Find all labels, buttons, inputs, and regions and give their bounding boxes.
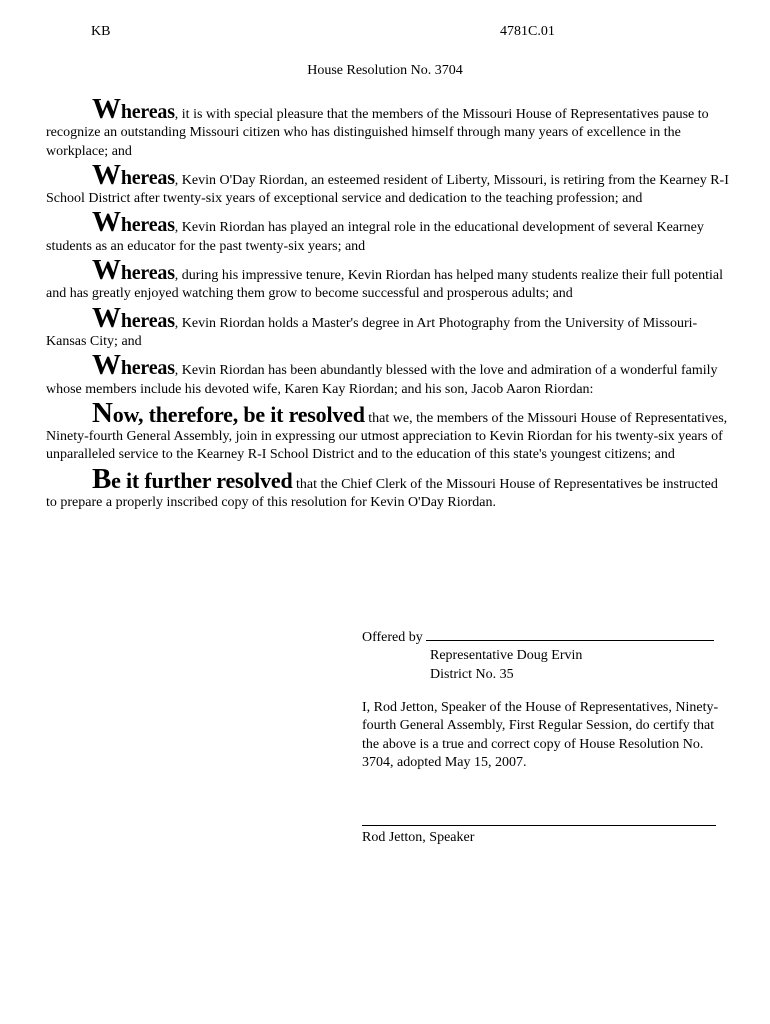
lead-word: hereas — [120, 166, 175, 189]
lead-word: hereas — [120, 101, 175, 123]
representative-name: Representative Doug Ervin — [430, 648, 583, 664]
district-number: District No. 35 — [430, 666, 514, 682]
paragraph-text: , Kevin O'Day Riordan, an esteemed resident of Liberty, Missouri, is retiring from the Kearney R-I School District after twenty-six years of exceptional service and dedication to the teaching profession; and — [46, 172, 729, 207]
paragraph-text: , Kevin Riordan holds a Master's degree in Art Photography from the University of Missouri-Kansas City; and — [46, 315, 698, 349]
lead-cap: N — [92, 396, 113, 429]
lead-cap: W — [92, 158, 121, 191]
paragraph-text: , Kevin Riordan has played an integral role in the educational development of several Kearney students as an educator for the past twenty-six years; and — [46, 220, 704, 254]
speaker-name: Rod Jetton, Speaker — [362, 830, 475, 845]
lead-cap: W — [92, 93, 121, 125]
paragraph-text: , Kevin Riordan has been abundantly blessed with the love and admiration of a wonderful family whose members include his devoted wife, Karen Kay Riordan; and his son, Jacob Aaron Riordan: — [46, 363, 718, 397]
header-doc-number: 4781C.01 — [500, 24, 555, 39]
whereas-paragraph-2 — [46, 158, 732, 209]
speaker-signature-line — [362, 824, 716, 826]
lead-cap: W — [92, 349, 121, 382]
lead-cap: W — [92, 206, 121, 239]
paragraph-text: , during his impressive tenure, Kevin Riordan has helped many students realize their full potential and has greatly enjoyed watching them grow to become successful and prosperous adults; and — [46, 268, 723, 302]
lead-cap: B — [92, 462, 112, 495]
page-title: House Resolution No. 3704 — [307, 63, 463, 78]
header-initials: KB — [91, 24, 111, 39]
lead-word: hereas — [120, 309, 175, 332]
speaker-block — [362, 824, 732, 847]
lead-cap: W — [92, 301, 121, 334]
offered-by-label: Offered by — [362, 630, 423, 645]
lead-word: e it further resolved — [111, 467, 293, 493]
whereas-paragraph-1 — [46, 93, 732, 161]
certification-text: I, Rod Jetton, Speaker of the House of Representatives, Ninety-fourth General Assembly, First Regular Session, do certify that the above is a true and correct copy of House Resolution No. 3704, adopted May 15, 2007. — [362, 700, 719, 770]
whereas-paragraph-3 — [46, 206, 732, 256]
lead-word: ow, therefore, be it resolved — [112, 401, 365, 427]
whereas-paragraph-5 — [46, 301, 732, 352]
lead-cap: W — [92, 254, 121, 287]
offered-by-block — [362, 626, 732, 684]
whereas-paragraph-6 — [46, 349, 732, 399]
further-resolved-paragraph — [46, 462, 732, 513]
resolved-paragraph — [46, 396, 732, 465]
paragraph-text: that we, the members of the Missouri House of Representatives, Ninety-fourth General Assembly, join in expressing our utmost appreciation to Kevin Riordan for his twenty-six years of unparalleled service to the Kearney R-I School District and to the education of this state's youngest citizens; and — [46, 410, 728, 463]
whereas-paragraph-4 — [46, 254, 732, 304]
paragraph-text: , it is with special pleasure that the members of the Missouri House of Representatives pause to recognize an outstanding Missouri citizen who has distinguished himself through many years of excellence in the workplace; and — [46, 107, 709, 159]
lead-word: hereas — [120, 262, 175, 285]
offered-by-signature-line — [426, 626, 714, 641]
resolution-body — [46, 93, 732, 512]
lead-word: hereas — [120, 214, 175, 237]
paragraph-text: that the Chief Clerk of the Missouri House of Representatives be instructed to prepare a properly inscribed copy of this resolution for Kevin O'Day Riordan. — [46, 476, 718, 511]
lead-word: hereas — [120, 357, 175, 380]
